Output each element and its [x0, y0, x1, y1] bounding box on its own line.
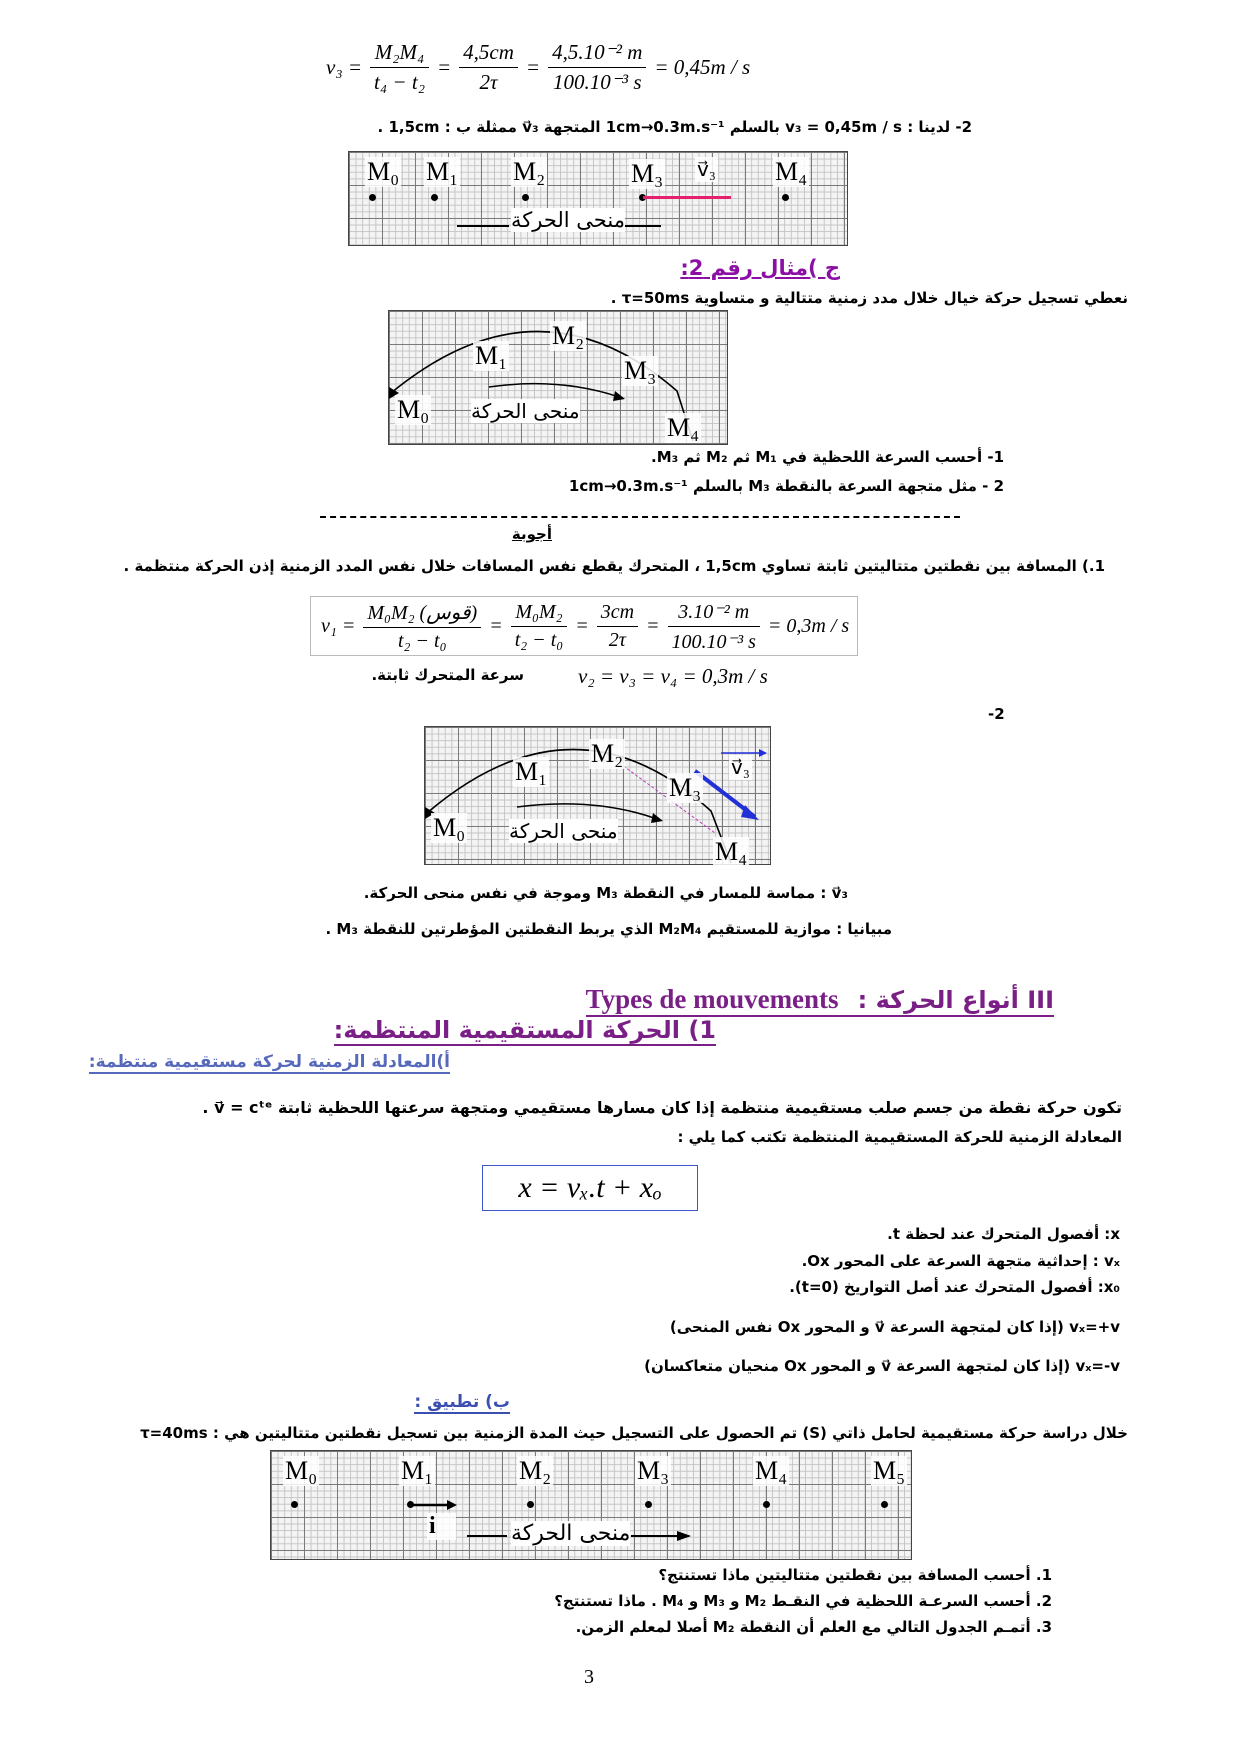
fraction: $\frac{\text{M₂M₄}}{\text{t₄ − t₂}}$: [370, 40, 429, 95]
label-m3: M₃: [637, 1456, 670, 1485]
eq-result: = 0,45m / s: [654, 55, 751, 79]
application-question-1: 1. أحسب المسافة بين نقطتين متتاليتين ماذا تستنتج؟: [658, 1566, 1052, 1584]
note-parallel: مبيانيا : موازية للمستقيم M₂M₄ الذي يربط النقطتين المؤطرتين للنقطة M₃ .: [325, 920, 892, 938]
fraction: $\frac{4,5cm}{2\tau}$: [459, 40, 518, 95]
figure-1-grid: [348, 151, 848, 246]
label-m3: M₃: [631, 159, 664, 188]
note-tangent: v⃗₃ : مماسة للمسار في النقطة M₃ وموجة في نفس منحى الحركة.: [363, 884, 848, 902]
point-m1: [431, 194, 438, 201]
label-m4: M₄: [775, 157, 808, 186]
label-m1: M₁: [515, 757, 548, 786]
label-m1: M₁: [426, 157, 459, 186]
section-3-title: [586, 984, 1054, 1017]
unit-vector-label: i⃗: [429, 1513, 455, 1539]
label-m4: M₄: [755, 1456, 788, 1485]
label-m0: M₀: [367, 157, 400, 186]
application-question-2: 2. أحسب السرعـة اللحظية في النقـط M₂ و M₃ و M₄ . ماذا تستنتج؟: [554, 1592, 1052, 1610]
point-m0: [369, 194, 376, 201]
equation-v1: v₁ = $\frac{\text{M₀M₂ (قوس)}}{\text{t₂ − t₀}}$ = $\frac{\text{M₀M₂}}{\text{t₂ − t₀}}$ = $\frac{3cm}{2\tau}$ = $\frac{\text{3.10⁻² m}}{\text{100.10⁻³ s}}$ = 0,3m / s: [310, 596, 858, 656]
label-m5: M₅: [873, 1456, 906, 1485]
label-m3: M₃: [624, 356, 657, 385]
motion-direction-caption: منحى الحركة: [511, 1521, 631, 1546]
fraction: $\frac{\text{4,5.10⁻² m}}{\text{100.10⁻³ s}}$: [548, 40, 646, 95]
label-m1: M₁: [475, 341, 508, 370]
separator-line: [320, 516, 960, 518]
constant-velocity-text: سرعة المتحرك ثابتة.: [371, 666, 524, 684]
application-intro: خلال دراسة حركة مستقيمية لحامل ذاتي (S) تم الحصول على التسجيل حيث المدة الزمنية بين تسجيل نقطتين متتاليتين هي : τ=40ms: [140, 1424, 1128, 1442]
page-number: 3: [584, 1666, 594, 1688]
v3-arrow: [643, 196, 731, 199]
def-vx: vₓ : إحداثية متجهة السرعة على المحور Ox.: [801, 1252, 1120, 1270]
motion-direction-caption: منحى الحركة: [509, 819, 618, 843]
def-x: x: أفصول المتحرك عند لحظة t.: [887, 1225, 1120, 1243]
definition-2: المعادلة الزمنية للحركة المستقيمية المنتظمة تكتب كما يلي :: [677, 1128, 1122, 1146]
answer-2-label: -2: [988, 705, 1005, 723]
label-m2: M₂: [513, 157, 546, 186]
motion-direction-caption: منحى الحركة: [511, 208, 625, 232]
constant-velocity-eq: v₂ = v₃ = v₄ = 0,3m / s: [578, 664, 768, 688]
label-m4: M₄: [667, 413, 700, 442]
label-m2: M₂: [519, 1456, 552, 1485]
time-equation-box: x = vₓ.t + xₒ: [482, 1165, 698, 1211]
application-title: ب) تطبيق :: [414, 1392, 510, 1412]
fraction: $\frac{\text{3.10⁻² m}}{\text{100.10⁻³ s}}$: [668, 599, 760, 654]
section-3-title-ar: III أنواع الحركة :: [857, 986, 1054, 1014]
section-3-title-fr: Types de mouvements: [585, 984, 839, 1014]
label-m2: M₂: [552, 321, 585, 350]
def-x0: x₀: أفصول المتحرك عند أصل التواريخ (t=0).: [789, 1278, 1120, 1296]
label-v3: v⃗₃: [697, 159, 716, 181]
equation-v3: v₃ = $\frac{\text{M₂M₄}}{\text{t₄ − t₂}}$ = $\frac{4,5cm}{2\tau}$ = $\frac{\text{4,5.10⁻² m}}{\text{100.10⁻³ s}}$ = 0,45m / s: [326, 40, 751, 94]
fraction: $\frac{3cm}{2\tau}$: [597, 601, 638, 652]
eq-lhs: v₃ =: [326, 55, 363, 79]
answer-1: 1.) المسافة بين نقطتين متتاليتين ثابتة تساوي 1,5cm ، المتحرك يقطع نفس المسافات خلال نفس المدد الزمنية إذن الحركة منتظمة .: [123, 557, 1105, 575]
example-2-question-1: 1- أحسب السرعة اللحظية في M₁ ثم M₂ ثم M₃.: [650, 448, 1004, 466]
point-m2: [522, 194, 529, 201]
subsection-a-title: أ)المعادلة الزمنية لحركة مستقيمية منتظمة:: [88, 1052, 450, 1072]
label-m0: M₀: [397, 395, 430, 424]
def-vx-positive: vₓ=+v (إذا كان لمتجهة السرعة v⃗ و المحور Ox نفس المنحى): [669, 1318, 1120, 1336]
subsection-1-title: 1) الحركة المستقيمية المنتظمة:: [333, 1016, 716, 1044]
motion-direction-caption: منحى الحركة: [471, 399, 580, 423]
label-m2: M₂: [591, 739, 624, 768]
line-2-v3-scale: 2- لدينا : v₃ = 0,45m / s بالسلم 1cm→0.3m.s⁻¹ المتجهة v⃗₃ ممثلة ب : 1,5cm .: [377, 118, 972, 136]
label-m0: M₀: [433, 813, 466, 842]
def-vx-negative: vₓ=-v (إذا كان لمتجهة السرعة v⃗ و المحور Ox منحيان متعاكسان): [644, 1357, 1120, 1375]
figure-3-grid: [424, 726, 771, 865]
example-2-intro: نعطي تسجيل حركة خيال خلال مدد زمنية متتالية و متساوية τ=50ms .: [610, 289, 1128, 307]
motion-arrow: [449, 204, 669, 238]
fraction: $\frac{\text{M₀M₂}}{\text{t₂ − t₀}}$: [511, 601, 568, 652]
point-m4: [782, 194, 789, 201]
fraction: $\frac{\text{M₀M₂ (قوس)}}{\text{t₂ − t₀}}$: [363, 600, 481, 653]
example-2-question-2: 2 - مثل متجهة السرعة بالنقطة M₃ بالسلم 1cm→0.3m.s⁻¹: [568, 477, 1004, 495]
label-m4: M₄: [715, 837, 748, 866]
example-2-title: ج )مثال رقم 2:: [680, 256, 840, 280]
application-question-3: 3. أتمـم الجدول التالي مع العلم أن النقطة M₂ أصلا لمعلم الزمن.: [575, 1618, 1052, 1636]
label-v3: v⃗₃: [731, 757, 750, 779]
answers-heading: أجوبة: [511, 525, 552, 543]
figure-2-grid: [388, 310, 728, 445]
figure-4-grid: [270, 1450, 912, 1560]
label-m1: M₁: [401, 1456, 434, 1485]
definition-1: تكون حركة نقطة من جسم صلب مستقيمية منتظمة إذا كان مسارها مستقيمي ومتجهة سرعتها اللحظية ثابتة v⃗ = cᵗᵉ .: [202, 1098, 1122, 1117]
label-m3: M₃: [669, 773, 702, 802]
label-m0: M₀: [285, 1456, 318, 1485]
